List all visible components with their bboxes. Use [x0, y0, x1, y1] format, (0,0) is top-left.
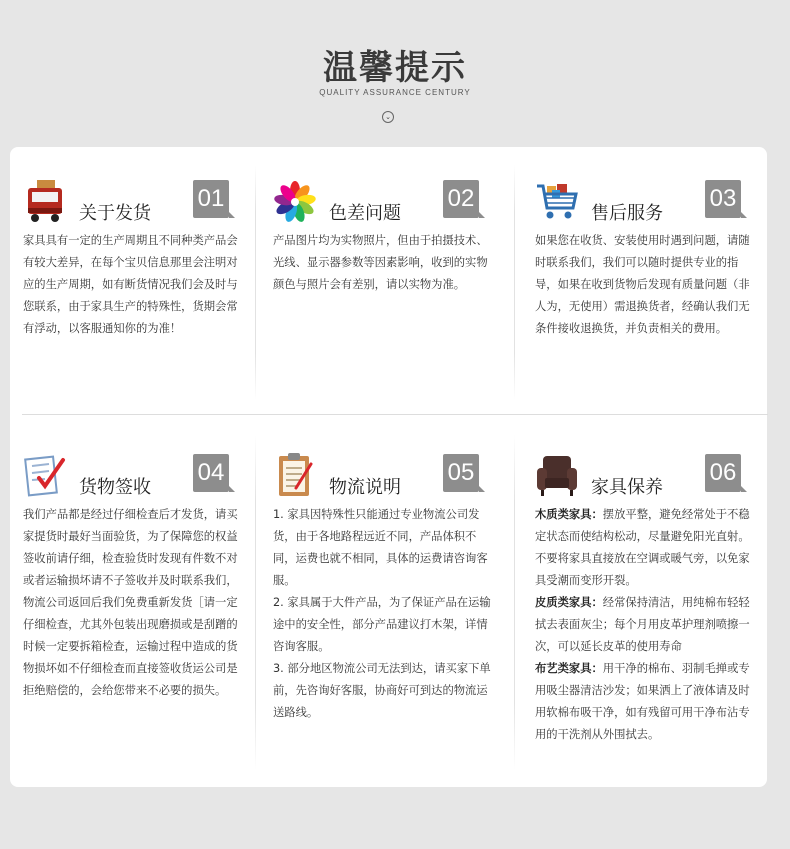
care-text: 经常保持清洁，用纯棉布轻轻拭去表面灰尘；每个月用皮革护理剂喷擦一次，可以延长皮革的使用寿命 — [535, 596, 750, 653]
column-divider — [255, 165, 256, 400]
section-body — [273, 230, 498, 296]
clipboard-icon — [273, 452, 317, 500]
section-number: 03 — [705, 180, 741, 218]
section-number: 01 — [193, 180, 229, 218]
section-title: 关于发货 — [79, 203, 151, 224]
column-divider — [514, 435, 515, 770]
section-number: 02 — [443, 180, 479, 218]
care-paragraph-fabric — [535, 658, 760, 746]
section-number: 06 — [705, 454, 741, 492]
section-body — [535, 230, 760, 340]
section-title: 售后服务 — [591, 203, 663, 224]
page-title: 温馨提示 — [323, 48, 467, 88]
row-divider — [22, 414, 768, 415]
section-title: 色差问题 — [329, 203, 401, 224]
care-label: 布艺类家具： — [535, 662, 603, 675]
chevron-down-circle-icon: ⌄ — [382, 111, 394, 123]
care-label: 木质类家具： — [535, 508, 603, 521]
checklist-icon — [23, 452, 67, 500]
section-paragraph: 产品图片均为实物照片，但由于拍摄技术、光线、显示器参数等因素影响，收到的实物颜色与照片会有差别，请以实物为准。 — [273, 234, 488, 291]
section-paragraph: 2. 家具属于大件产品，为了保证产品在运输途中的安全性，部分产品建议打木架，详情咨询客服。 — [273, 596, 491, 653]
section-title: 物流说明 — [329, 477, 401, 498]
section-body — [23, 504, 248, 702]
care-paragraph-wood — [535, 504, 760, 592]
column-divider — [514, 165, 515, 400]
section-paragraph: 我们产品都是经过仔细检查后才发货，请买家提货时最好当面验货，为了保障您的权益签收前请仔细，检查验货时发现有件数不对或者运输损坏请不子签收并及时联系我们，物流公司返回后我们免费重新发货［请一定仔细检查，尤其外包装出现磨损或是刮蹭的时候一定要拆箱检查，运输过程中造成的货物损坏如不仔细检查而直接签收货运公司是拒绝赔偿的，会给您带来不必要的损失。 — [23, 508, 238, 697]
section-title: 家具保养 — [591, 477, 663, 498]
column-divider — [255, 435, 256, 770]
section-title: 货物签收 — [79, 477, 151, 498]
care-text: 摆放平整，避免经常处于不稳定状态而使结构松动，尽量避免阳光直射。不要将家具直接放在空调或暖气旁，以免家具受潮而变形开裂。 — [535, 508, 750, 587]
section-number: 05 — [443, 454, 479, 492]
care-paragraph-leather — [535, 592, 760, 658]
delivery-truck-icon — [23, 178, 67, 226]
section-body — [23, 230, 248, 340]
section-paragraph: 如果您在收货、安装使用时遇到问题，请随时联系我们，我们可以随时提供专业的指导，如果在收到货物后发现有质量问题（非人为，无使用）需退换货者，经确认我们无条件接收退换货，并负责相关的费用。 — [535, 234, 750, 335]
page-subtitle: QUALITY ASSURANCE CENTURY — [319, 88, 471, 97]
section-paragraph: 家具具有一定的生产周期且不同种类产品会有较大差异，在每个宝贝信息那里会注明对应的生产周期，如有断货情况我们会及时与您联系，由于家具生产的特殊性，货期会常有浮动，以客服通知你的为准！ — [23, 234, 238, 335]
section-body — [273, 504, 498, 724]
section-paragraph: 1. 家具因特殊性只能通过专业物流公司发货，由于各地路程远近不同，产品体积不同，运费也就不相同，具体的运费请咨询客服。 — [273, 508, 488, 587]
section-body — [535, 504, 760, 746]
care-text: 用干净的棉布、羽制毛掸或专用吸尘器清洁沙发；如果洒上了液体请及时用软棉布吸干净，如有残留可用干净布沾专用的干洗剂从外围拭去。 — [535, 662, 750, 741]
color-wheel-icon — [273, 178, 317, 226]
page-header — [0, 0, 790, 140]
shopping-cart-icon — [535, 178, 579, 226]
section-number: 04 — [193, 454, 229, 492]
section-paragraph: 3. 部分地区物流公司无法到达，请买家下单前，先咨询好客服，协商好可到达的物流运送路线。 — [273, 662, 491, 719]
care-label: 皮质类家具： — [535, 596, 603, 609]
armchair-icon — [535, 452, 579, 500]
